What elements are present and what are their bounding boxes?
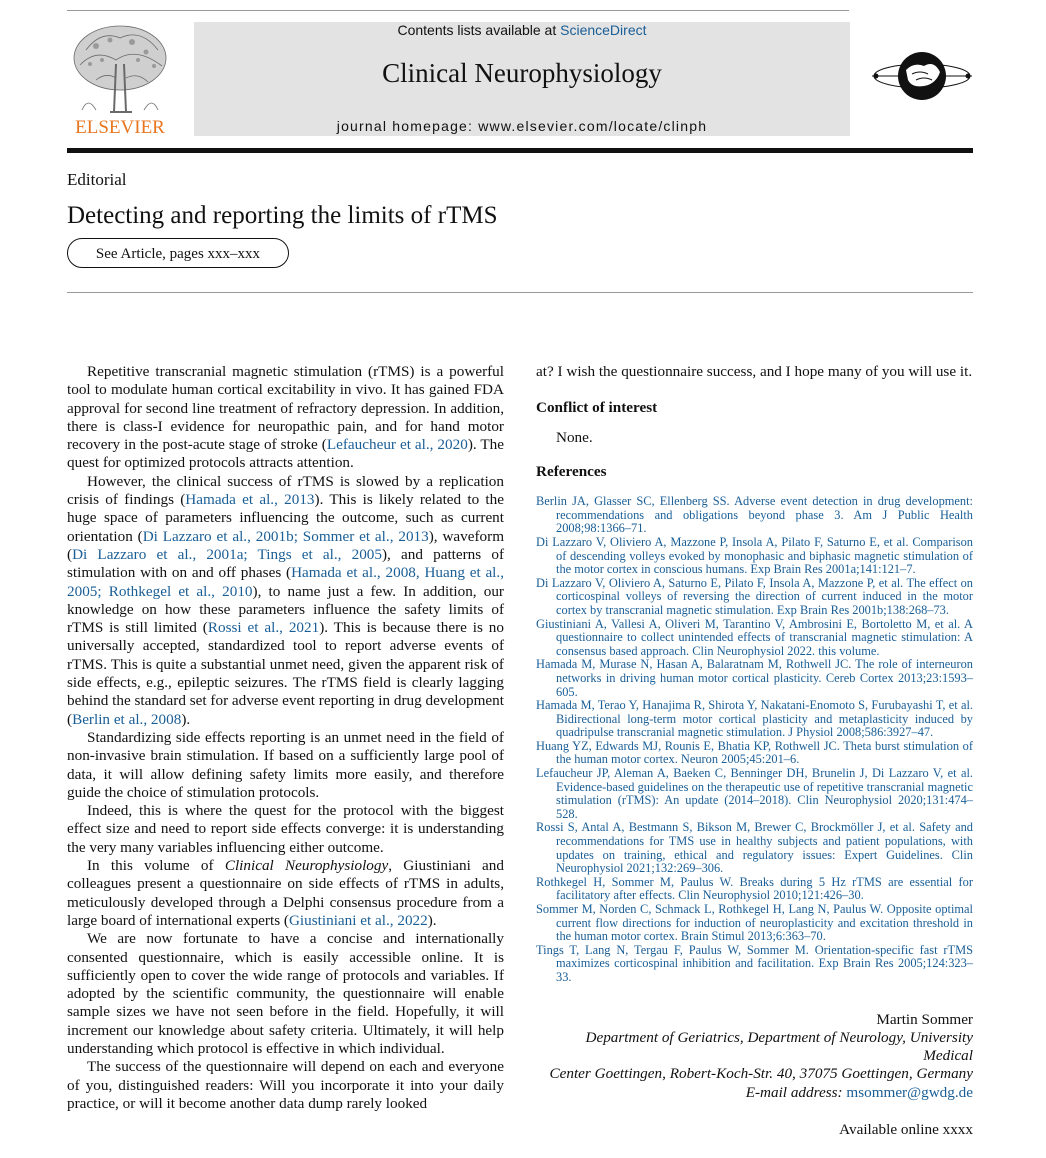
reference-item[interactable]: Tings T, Lang N, Tergau F, Paulus W, Sommer M. Orientation-specific fast rTMS maximizes corticospinal inhibition and facilitation. Exp Brain Res 2005;124:323–33. — [536, 942, 973, 984]
body-paragraph-7: The success of the questionnaire will depend on each and everyone of you, distinguished readers: Will you incorporate it into your daily practice, or will it become another data dump rarely looked — [67, 1058, 504, 1112]
reference-list — [536, 495, 973, 984]
body-paragraph-2: However, the clinical success of rTMS is slowed by a replication crisis of findings (Hamada et al., 2013). This is likely related to the huge space of parameters influencing the outcome, such as current orientation (Di Lazzaro et al., 2001b; Sommer et al., 2013), waveform (Di Lazzaro et al., 2001a; Tings et al., 2005), and patterns of stimulation with on and off phases (Hamada et al., 2008, Huang et al., 2005; Rothkegel et al., 2010), to name just a few. In addition, our knowledge on how these parameters influence the safety limits of rTMS is still limited (Rossi et al., 2021). This is because there is no universally accepted, standardized tool to report adverse events of rTMS. This is quite a substantial unmet need, given the apparent risk of side effects, e.g., epileptic seizures. The rTMS field is clearly lagging behind the standard set for adverse event reporting in drug development (Berlin et al., 2008). — [67, 472, 505, 728]
reference-item[interactable]: Hamada M, Murase N, Hasan A, Balaratnam M, Rothwell JC. The role of interneuron networks in driving human motor cortical plasticity. Cereb Cortex 2013;23:1593–605. — [536, 657, 973, 699]
reference-item[interactable]: Rossi S, Antal A, Bestmann S, Bikson M, Brewer C, Brockmöller J, et al. Safety and recommendations for TMS use in healthy subjects and patient populations, with updates on training, ethical and regulatory issues: Expert Guidelines. Clin Neurophysiol 2021;132:269–306. — [536, 820, 973, 876]
article-title: Detecting and reporting the limits of rTMS — [67, 202, 498, 229]
references-heading: References — [536, 462, 607, 480]
section-rule — [67, 292, 973, 293]
see-article-button[interactable]: See Article, pages xxx–xxx — [67, 238, 289, 268]
email-label: E-mail address: — [745, 1083, 847, 1101]
author-name: Martin Sommer — [876, 1010, 973, 1028]
left-column — [67, 363, 504, 1113]
email-link[interactable]: msommer@gwdg.de — [846, 1083, 973, 1101]
available-online: Available online xxxx — [839, 1121, 973, 1139]
elsevier-tree-icon — [66, 20, 174, 138]
right-column — [536, 363, 973, 1139]
reference-item[interactable]: Di Lazzaro V, Oliviero A, Saturno E, Pilato F, Insola A, Mazzone P, et al. The effect on corticospinal volleys of reversing the direction of current induced in the motor cortex by transcranial magnetic stimulation. Exp Brain Res 2001b;138:268–73. — [536, 575, 973, 617]
citation-link[interactable]: Lefaucheur et al., 2020 — [326, 436, 468, 454]
journal-title: Clinical Neurophysiology — [382, 58, 662, 88]
citation-link[interactable]: Rossi et al., 2021 — [207, 619, 320, 637]
reference-item[interactable]: Berlin JA, Glasser SC, Ellenberg SS. Adverse event detection in drug development: recommendations and obligations beyond phase 3. Am J Public Health 2008;98:1366–71. — [536, 494, 973, 536]
body-paragraph-5: In this volume of Clinical Neurophysiology, Giustiniani and colleagues present a questionnaire on side effects of rTMS in adults, meticulously developed through a Delphi consensus procedure from a large board of international experts (Giustiniani et al., 2022). — [67, 857, 504, 929]
email-line — [536, 1084, 973, 1102]
brain-globe-icon — [870, 44, 974, 108]
citation-link[interactable]: Hamada et al., 2013 — [185, 491, 315, 509]
body-paragraph-1: Repetitive transcranial magnetic stimulation (rTMS) is a powerful tool to modulate human cortical excitability in vivo. It has gained FDA approval for second line treatment of refractory depression. In addition, there is class-I evidence for neuropathic pain, and for hand motor recovery in the post-acute stage of stroke (Lefaucheur et al., 2020). The quest for optimized protocols attracts attention. — [67, 363, 504, 472]
body-paragraph-7-continued: at? I wish the questionnaire success, and I hope many of you will use it. — [536, 363, 973, 380]
sciencedirect-link[interactable]: ScienceDirect — [560, 22, 647, 38]
conflict-of-interest-text: None. — [556, 428, 593, 446]
contents-line — [194, 22, 850, 38]
header-thick-rule — [67, 148, 973, 153]
journal-emblem — [870, 44, 974, 108]
citation-link[interactable]: Giustiniani et al., 2022 — [288, 911, 428, 929]
citation-link[interactable]: Di Lazzaro et al., 2001b; Sommer et al., 2013 — [142, 527, 429, 545]
citation-link[interactable]: Di Lazzaro et al., 2001a; Tings et al., 2005 — [72, 545, 382, 563]
body-paragraph-3: Standardizing side effects reporting is an unmet need in the field of non-invasive brain stimulation. If based on a sufficiently large pool of data, it will allow defining safety limits more easily, and therefore guide the choice of stimulation protocols. — [67, 728, 504, 801]
top-rule — [67, 10, 849, 11]
reference-item[interactable]: Hamada M, Terao Y, Hanajima R, Shirota Y, Nakatani-Enomoto S, Furubayashi T, et al. Bidirectional long-term motor cortical plasticity and metaplasticity induced by quadripulse transcranial magnetic stimulation. J Physiol 2008;586:3927–47. — [536, 698, 973, 740]
affiliation-line-1: Department of Geriatrics, Department of Neurology, University Medical — [585, 1028, 973, 1065]
journal-name-italic: Clinical Neurophysiology — [224, 857, 389, 875]
citation-link[interactable]: Berlin et al., 2008 — [72, 710, 182, 728]
contents-prefix: Contents lists available at — [397, 22, 561, 38]
elsevier-wordmark: ELSEVIER — [75, 117, 165, 138]
elsevier-logo — [66, 20, 174, 138]
body-paragraph-4: Indeed, this is where the quest for the protocol with the biggest effect size and need to report side effects converge: it is understanding the very many variables influencing either outcome. — [67, 802, 504, 856]
citation-link[interactable]: Hamada et al., 2008, Huang et al., 2005; Rothkegel et al., 2010 — [67, 564, 504, 600]
reference-item[interactable]: Giustiniani A, Vallesi A, Oliveri M, Tarantino V, Ambrosini E, Bortoletto M, et al. A questionnaire to collect unintended effects of transcranial magnetic stimulation: A consensus based approach. Clin Neurophysiol 2022. this volume. — [536, 616, 973, 658]
journal-banner — [194, 22, 850, 136]
reference-item[interactable]: Sommer M, Norden C, Schmack L, Rothkegel H, Lang N, Paulus W. Opposite optimal current flow directions for induction of neuroplasticity and excitation threshold in the human motor cortex. Brain Stimul 2013;6:363–70. — [536, 902, 973, 944]
body-paragraph-6: We are now fortunate to have a concise and internationally consented questionnaire, which is easily accessible online. It is sufficiently open to cover the wide range of protocols and variables. If adopted by the scientific community, the questionnaire will enable sample sizes we have not seen before in the field. Hopefully, it will increment our knowledge about safety criteria. Ultimately, it will help understanding which protocol is effective in which individual. — [67, 930, 504, 1057]
homepage-line — [194, 118, 850, 134]
affiliation-line-2: Center Goettingen, Robert-Koch-Str. 40, 37075 Goettingen, Germany — [549, 1065, 973, 1083]
signature-block — [536, 1011, 973, 1102]
article-type: Editorial — [67, 170, 127, 189]
conflict-of-interest-heading: Conflict of interest — [536, 399, 658, 417]
reference-item[interactable]: Huang YZ, Edwards MJ, Rounis E, Bhatia KP, Rothwell JC. Theta burst stimulation of the human motor cortex. Neuron 2005;45:201–6. — [536, 738, 973, 767]
reference-item[interactable]: Rothkegel H, Sommer M, Paulus W. Breaks during 5 Hz rTMS are essential for facilitatory after effects. Clin Neurophysiol 2010;121:426–30. — [536, 874, 973, 903]
reference-item[interactable]: Di Lazzaro V, Oliviero A, Mazzone P, Insola A, Pilato F, Saturno E, et al. Comparison of descending volleys evoked by monophasic and biphasic magnetic stimulation of the motor cortex in conscious humans. Exp Brain Res 2001a;141:121–7. — [536, 534, 973, 577]
homepage-prefix: journal homepage: — [336, 118, 479, 134]
reference-item[interactable]: Lefaucheur JP, Aleman A, Baeken C, Benninger DH, Brunelin J, Di Lazzaro V, et al. Evidence-based guidelines on the therapeutic use of repetitive transcranial magnetic stimulation (rTMS): An update (2014–2018). Clin Neurophysiol 2020;131:474–528. — [536, 766, 973, 821]
homepage-url[interactable]: www.elsevier.com/locate/clinph — [478, 118, 708, 134]
